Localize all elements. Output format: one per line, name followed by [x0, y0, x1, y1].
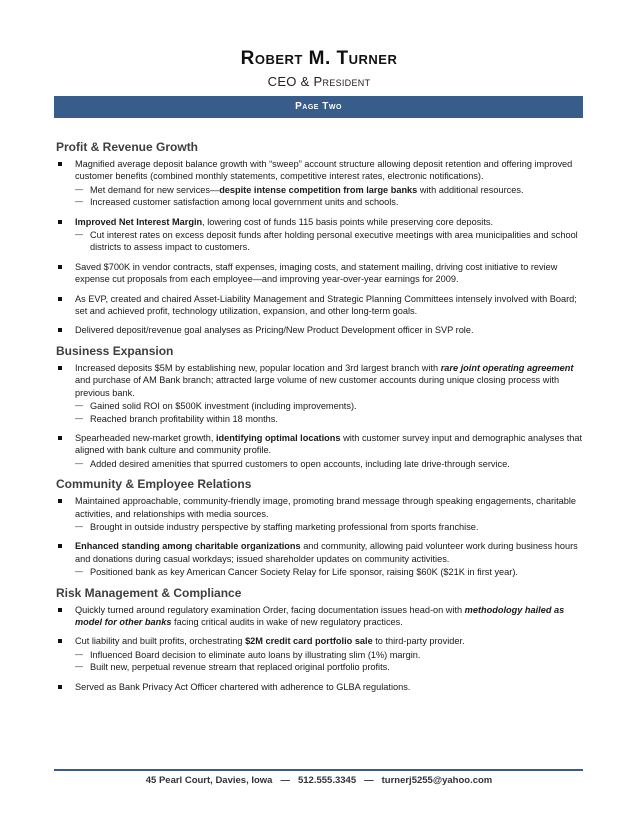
candidate-title: CEO & President	[267, 74, 371, 89]
bullet-text	[75, 540, 583, 565]
section-risk-management-and-compliance	[56, 586, 583, 693]
bullet-text	[75, 635, 583, 647]
section-business-expansion	[56, 344, 583, 470]
footer-divider	[54, 769, 583, 771]
text-fragment: Influenced Board decision to eliminate auto loans by illustrating slim (1%) margin.	[90, 649, 421, 660]
bullet-item	[56, 362, 583, 425]
bullet-item	[56, 216, 583, 254]
contact-footer	[0, 775, 638, 786]
sub-bullet-item	[75, 649, 583, 661]
emphasis-text: methodology hailed as model for other banks	[75, 604, 565, 627]
bullet-item	[56, 261, 583, 286]
text-fragment: Maintained approachable, community-friendly image, promoting brand message through speaking engagements, charitable activities, and relationships with media sources.	[75, 496, 577, 519]
sub-bullet-item	[75, 661, 583, 673]
emphasis-text: rare joint operating agreement	[440, 362, 574, 373]
text-fragment: to third-party provider.	[372, 636, 465, 647]
sub-bullet-list	[75, 649, 583, 674]
bullet-text	[75, 495, 583, 520]
bullet-text	[75, 362, 583, 399]
sub-bullet-item	[75, 458, 583, 470]
text-fragment: Delivered deposit/revenue goal analyses as Pricing/New Product Development officer in SVP role.	[75, 325, 474, 336]
section-title: Community & Employee Relations	[56, 477, 252, 492]
sub-bullet-list	[75, 229, 583, 254]
text-fragment: and purchase of AM Bank branch; attracted large volume of new customer accounts during unique closing process with previous bank.	[75, 375, 560, 398]
sub-bullet-item	[75, 521, 583, 533]
section-title: Risk Management & Compliance	[56, 585, 242, 600]
emphasis-text: despite intense competition from large banks	[219, 184, 418, 195]
text-fragment: Cut liability and built profits, orchestrating	[75, 636, 246, 647]
bullet-text	[75, 681, 583, 693]
emphasis-text: $2M credit card portfolio sale	[245, 636, 373, 647]
section-profit-and-revenue-growth	[56, 140, 583, 337]
section-title: Business Expansion	[56, 343, 174, 358]
bullet-list	[56, 362, 583, 470]
bullet-item	[56, 432, 583, 470]
sub-bullet-item	[75, 566, 583, 578]
bullet-item	[56, 324, 583, 336]
text-fragment: Added desired amenities that spurred customers to open accounts, including late drive-through service.	[90, 458, 510, 469]
text-fragment: Magnified average deposit balance growth with “sweep” account structure allowing deposit retention and offering improved customer benefits (combined monthly statements, competitive interest rates, electronic notifications).	[75, 159, 573, 182]
emphasis-text: Improved Net Interest Margin	[75, 216, 203, 227]
emphasis-text: Enhanced standing among charitable organizations	[75, 541, 301, 552]
text-fragment: Quickly turned around regulatory examination Order, facing documentation issues head-on with	[75, 604, 465, 615]
text-fragment: Met demand for new services—	[90, 184, 220, 195]
text-fragment: and community, allowing paid volunteer work during business hours and donations during casual workdays; issued shareholder updates on community activities.	[75, 541, 578, 564]
bullet-list	[56, 604, 583, 693]
text-fragment: Cut interest rates on excess deposit funds after holding personal executive meetings with area municipalities and school districts to assess impact to customers.	[90, 230, 578, 253]
text-fragment: Increased customer satisfaction among local government units and schools.	[90, 197, 399, 208]
footer-email[interactable]: turnerj5255@yahoo.com	[381, 775, 493, 786]
text-fragment: Reached branch profitability within 18 months.	[90, 413, 278, 424]
bullet-text	[75, 158, 583, 183]
bullet-list	[56, 158, 583, 337]
bullet-item	[56, 604, 583, 629]
bullet-text	[75, 216, 583, 228]
bullet-text	[75, 432, 583, 457]
sub-bullet-item	[75, 184, 583, 196]
bullet-item	[56, 495, 583, 533]
bullet-text	[75, 324, 583, 336]
text-fragment: Brought in outside industry perspective by staffing marketing professional from sports franchise.	[90, 521, 479, 532]
sub-bullet-list	[75, 566, 583, 578]
sub-bullet-item	[75, 413, 583, 425]
footer-phone: 512.555.3345	[297, 775, 357, 786]
sub-bullet-item	[75, 229, 583, 254]
text-fragment: Gained solid ROI on $500K investment (including improvements).	[90, 401, 357, 412]
section-title: Profit & Revenue Growth	[56, 140, 199, 154]
section-community-and-employee-relations	[56, 477, 583, 578]
page-label-bar	[54, 96, 583, 118]
bullet-list	[56, 495, 583, 578]
text-fragment: Spearheaded new-market growth,	[75, 432, 216, 443]
bullet-item	[56, 293, 583, 318]
text-fragment: , lowering cost of funds 115 basis points while preserving core deposits.	[202, 216, 494, 227]
emphasis-text: identifying optimal locations	[215, 432, 341, 443]
sub-bullet-item	[75, 400, 583, 412]
candidate-name: Robert M. Turner	[240, 48, 398, 69]
sub-bullet-item	[75, 196, 583, 208]
text-fragment: As EVP, created and chaired Asset-Liability Management and Strategic Planning Committees intensely involved with Board; set and achieved profit, technology utilization, expansion, and other long-term goals.	[75, 293, 577, 317]
text-fragment: Served as Bank Privacy Act Officer chartered with adherence to GLBA regulations.	[75, 681, 411, 692]
bullet-item	[56, 540, 583, 578]
text-fragment: Built new, perpetual revenue stream that replaced original portfolio profits.	[90, 662, 390, 673]
page-label: Page Two	[295, 101, 342, 112]
bullet-item	[56, 635, 583, 673]
sub-bullet-list	[75, 521, 583, 533]
sub-bullet-list	[75, 400, 583, 425]
text-fragment: Increased deposits $5M by establishing new, popular location and 3rd largest branch with	[75, 362, 441, 373]
sub-bullet-list	[75, 458, 583, 470]
bullet-item	[56, 681, 583, 693]
sub-bullet-list	[75, 184, 583, 209]
bullet-text	[75, 604, 583, 629]
footer-separator: —	[280, 775, 290, 786]
text-fragment: Positioned bank as key American Cancer Society Relay for Life sponsor, raising $60K ($21K in first year).	[90, 567, 518, 578]
text-fragment: Saved $700K in vendor contracts, staff expenses, imaging costs, and statement mailing, driving cost initiative to review expense cut proposals from each employee—and improving year-over-year earnings for 2009.	[75, 261, 558, 285]
footer-separator: —	[364, 775, 374, 786]
resume-content	[56, 140, 583, 700]
text-fragment: with additional resources.	[417, 184, 524, 195]
footer-address: 45 Pearl Court, Davies, Iowa	[145, 775, 273, 786]
text-fragment: facing critical audits in wake of new regulatory practices.	[171, 616, 403, 627]
bullet-text	[75, 261, 583, 286]
text-fragment: with customer survey input and demographic analyses that aligned with bank culture and community profile.	[75, 432, 583, 456]
bullet-item	[56, 158, 583, 209]
bullet-text	[75, 293, 583, 318]
